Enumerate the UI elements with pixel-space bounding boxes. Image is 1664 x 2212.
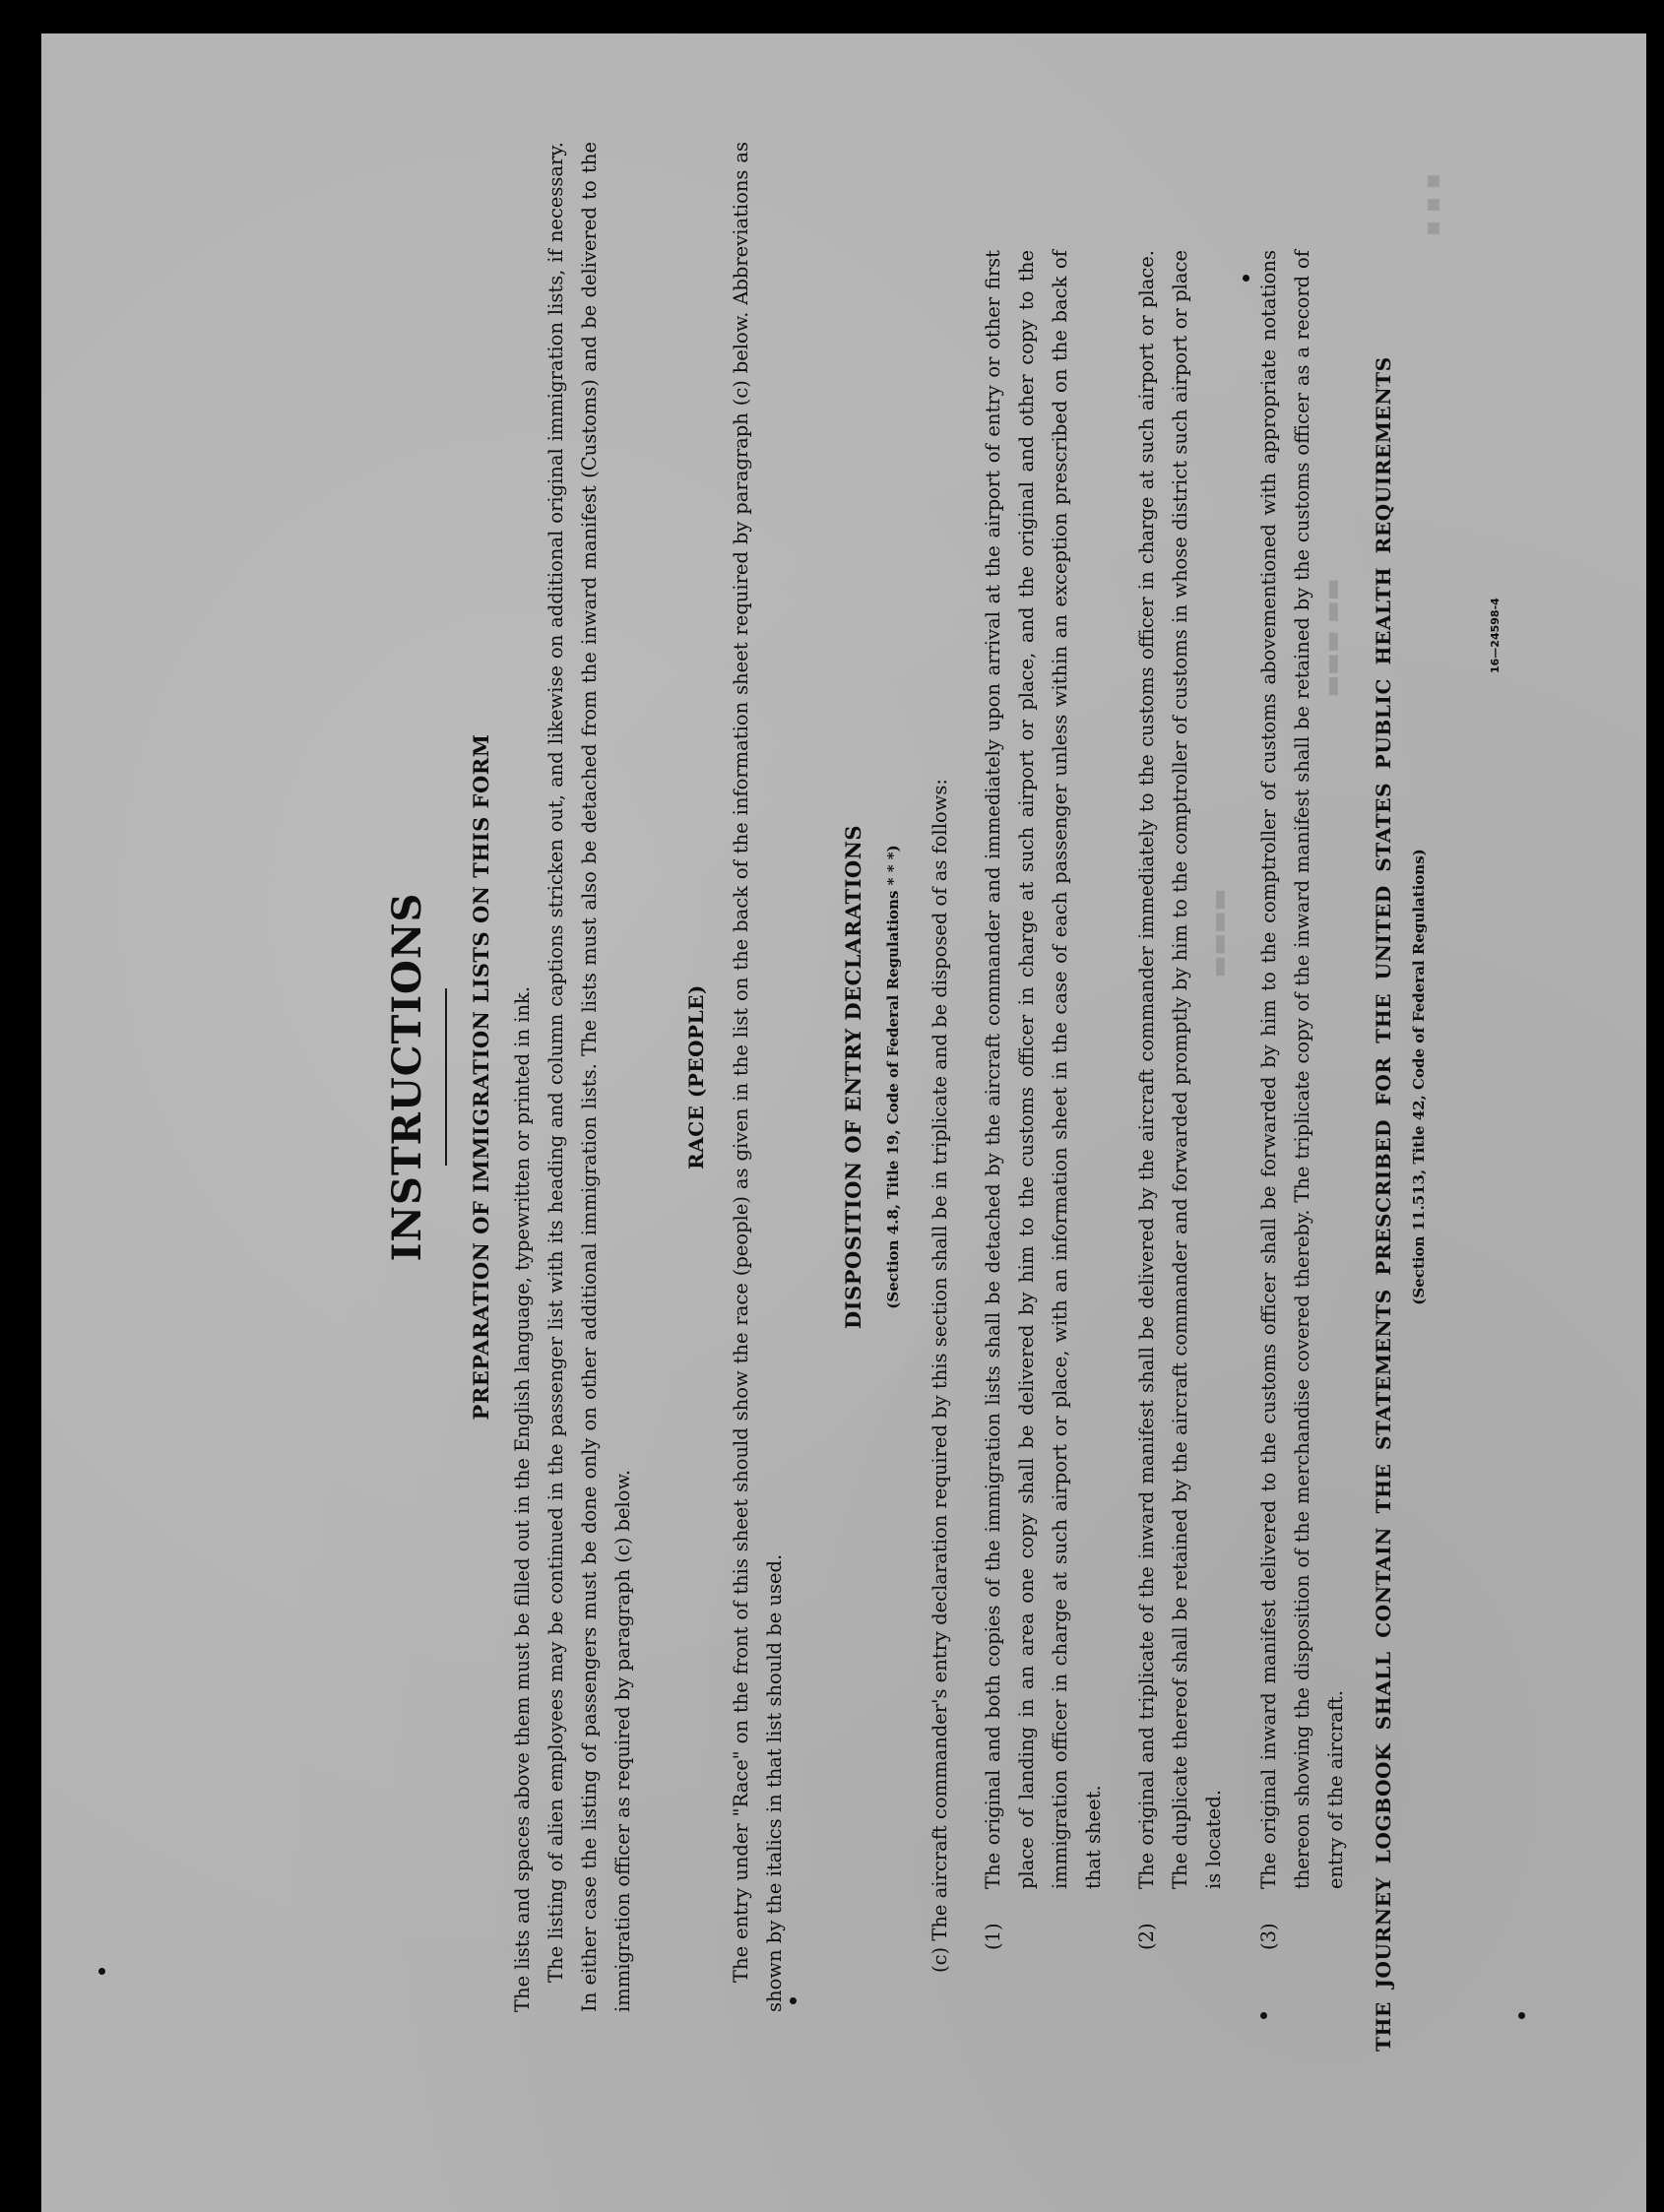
list-item-text: The original and triplicate of the inward manifest shall be delivered by the aircraft commander immediately to the customs officer in charge at such airport or place. The duplicate thereof shall be retained by the aircraft commander and forwarded promptly by him to the comptroller of customs in whose district such airport or place is located. [1135,250,1225,1889]
paragraph-race: The entry under "Race" on the front of this sheet should show the race (people) as given in the list on the back of the information sheet required by paragraph (c) below. Abbreviations as shown by the italics in that list should be used. [730,142,786,2012]
bleed-through-mark: ▬▬▬▬ [1204,888,1233,979]
instructions-content [366,102,1617,2052]
paper-sheet [41,33,1646,2212]
list-item-label: (2) [1135,1923,1158,1950]
list-item-text: The original inward manifest delivered to the customs officer shall be forwarded by him to the comptroller of customs abovementioned with appropriate notations thereon showing the disposition of the merchandise covered thereby. The triplicate copy of the inward manifest shall be retained by the customs officer as a record of entry of the aircraft. [1257,250,1347,1889]
list-item-label: (3) [1257,1923,1280,1950]
punch-hole [98,1968,105,1975]
section-heading-preparation: PREPARATION OF IMMIGRATION LISTS ON THIS FORM [469,733,493,1421]
section-heading-race: RACE (PEOPLE) [684,984,708,1169]
title-rule [445,988,447,1166]
form-code: 16—24598-4 [1489,598,1502,673]
paragraph-preparation-2: The listing of alien employees may be continued in the passenger list with its heading and column captions stricken out, and likewise on additional original immigration lists, if necessary. In either case the listing of passengers must be done only on other additional immigration lists. The lists must also be detached from the inward manifest (Customs) and be delivered to the immigration officer as required by paragraph (c) below. [544,142,634,2012]
list-item [1130,250,1231,1950]
section-heading-disposition: DISPOSITION OF ENTRY DECLARATIONS [841,824,865,1330]
list-item-text: The original and both copies of the immigration lists shall be detached by the aircraft commander and immediately upon arrival at the airport of entry or other first place of landing in an area one copy shall be delivered by him to the customs officer in charge at such airport or place, and the original and other copy to the immigration officer in charge at such airport or place, with an information sheet in the case of each passenger unless within an exception prescribed on the back of that sheet. [982,250,1105,1889]
list-item [1252,250,1353,1950]
paragraph-preparation-1: The lists and spaces above them must be filled out in the English language, typewritten or printed in ink. [511,985,534,2012]
paragraph-disposition-intro: (c) The aircraft commander's entry declaration required by this section shall be in triplicate and be disposed of as follows: [928,779,951,1973]
footer-citation: (Section 11.513, Title 42, Code of Federal Regulations) [1410,849,1428,1305]
document-title: INSTRUCTIONS [384,892,430,1262]
bleed-through-mark: ▬▬▬ ▬▬ [1317,578,1346,698]
bleed-through-mark: ▪ ▪ ▪ [1418,172,1446,237]
list-item-label: (1) [982,1923,1004,1950]
section-subheading-disposition: (Section 4.8, Title 19, Code of Federal Regulations * * *) [884,845,902,1309]
list-item [977,250,1111,1950]
footer-requirement: THE JOURNEY LOGBOOK SHALL CONTAIN THE STATEMENTS PRESCRIBED FOR THE UNITED STATES PUBLIC HEALTH REQUIREMENTS [1372,356,1395,2052]
